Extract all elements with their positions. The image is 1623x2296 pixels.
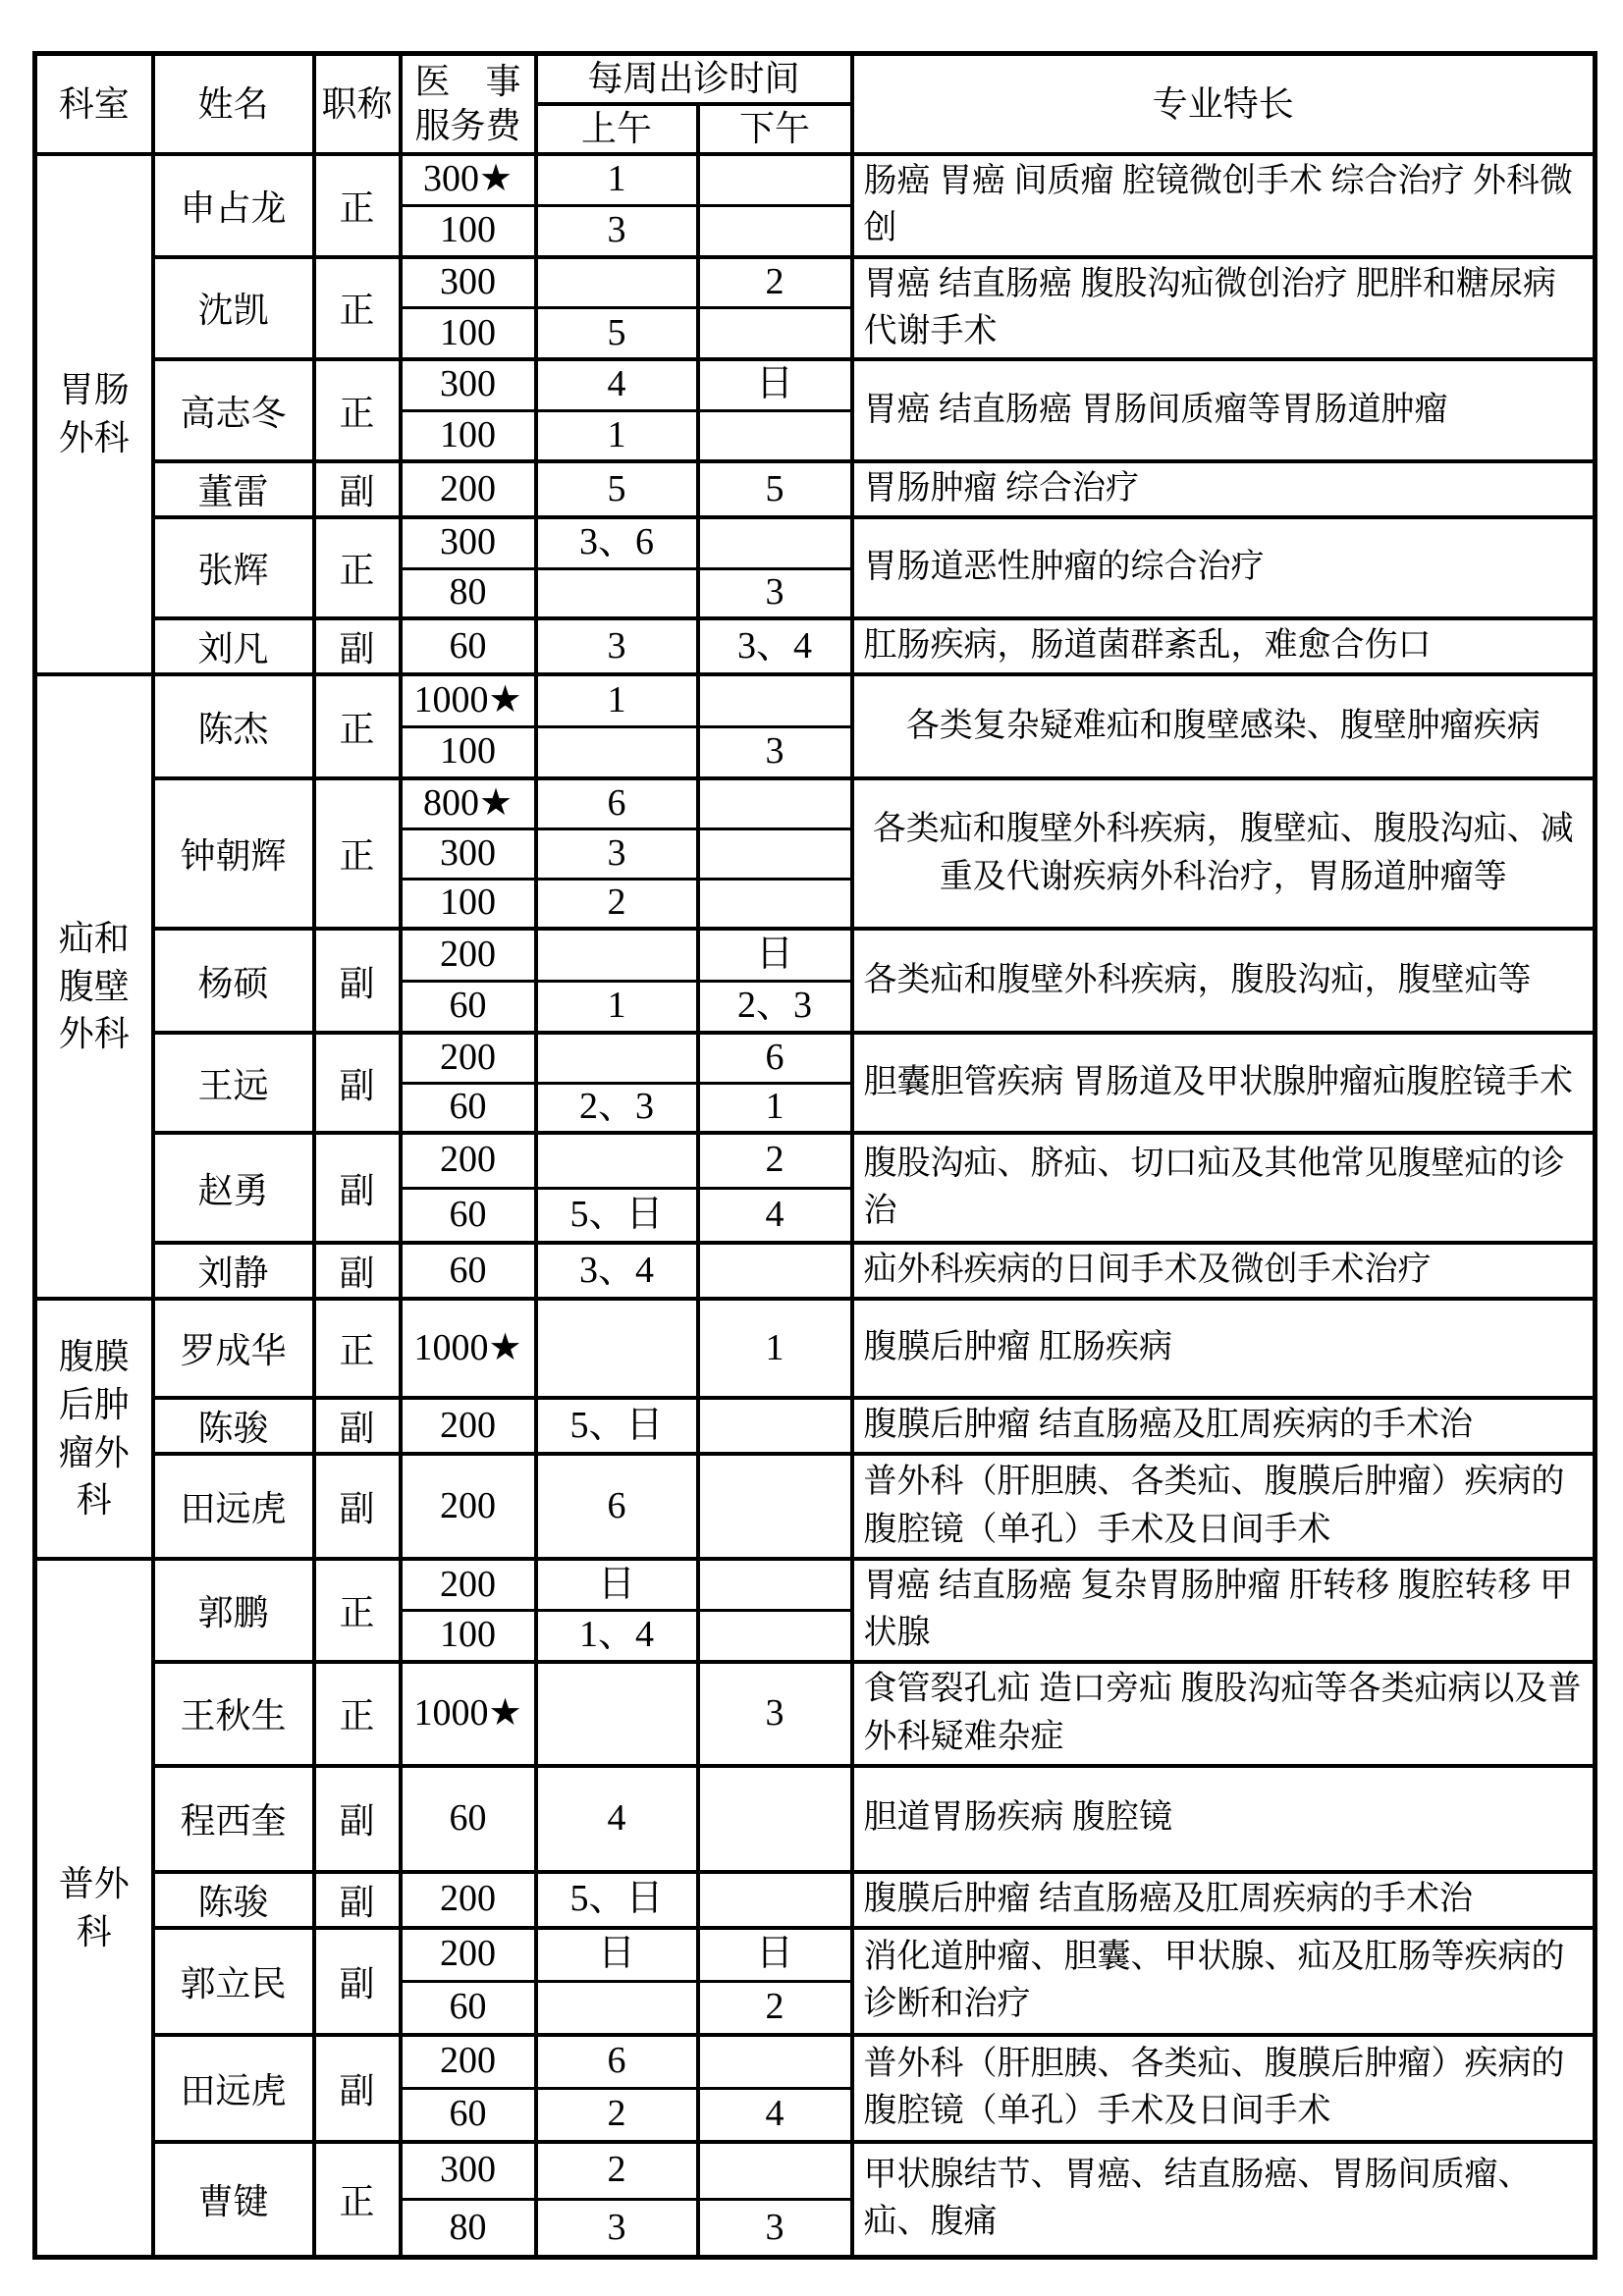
doctor-name-cell: 罗成华: [153, 1299, 314, 1398]
specialty-cell: 疝外科疾病的日间手术及微创手术治疗: [852, 1243, 1596, 1299]
doctor-title-cell: 正: [314, 154, 401, 257]
doctor-title-cell: 副: [314, 1872, 401, 1928]
column-header-afternoon: 下午: [698, 104, 852, 154]
doctor-title-cell: 正: [314, 1662, 401, 1766]
morning-schedule-cell: 2: [536, 2089, 698, 2142]
afternoon-schedule-cell: 2: [698, 257, 852, 308]
doctor-title-cell: 正: [314, 257, 401, 360]
specialty-cell: 肠癌 胃癌 间质瘤 腔镜微创手术 综合治疗 外科微创: [852, 154, 1596, 257]
afternoon-schedule-cell: 6: [698, 1033, 852, 1083]
morning-schedule-cell: [536, 1982, 698, 2035]
doctor-name-cell: 杨硕: [153, 929, 314, 1033]
column-header-schedule: 每周出诊时间: [536, 54, 852, 105]
service-fee-cell: 200: [401, 1559, 536, 1610]
service-fee-cell: 60: [401, 1083, 536, 1133]
specialty-cell: 消化道肿瘤、胆囊、甲状腺、疝及肛肠等疾病的诊断和治疗: [852, 1928, 1596, 2035]
department-cell: 胃肠 外科: [35, 154, 153, 674]
morning-schedule-cell: 1: [536, 410, 698, 461]
doctor-row: [35, 1033, 1596, 1083]
service-fee-cell: 300: [401, 359, 536, 410]
doctor-title-cell: 副: [314, 1766, 401, 1872]
morning-schedule-cell: 6: [536, 778, 698, 828]
afternoon-schedule-cell: [698, 205, 852, 256]
doctor-name-cell: 赵勇: [153, 1133, 314, 1243]
column-header-fee: 医 事 服务费: [401, 54, 536, 155]
morning-schedule-cell: 3: [536, 618, 698, 674]
afternoon-schedule-cell: [698, 517, 852, 568]
specialty-cell: 普外科（肝胆胰、各类疝、腹膜后肿瘤）疾病的腹腔镜（单孔）手术及日间手术: [852, 2035, 1596, 2142]
specialty-cell: 腹膜后肿瘤 结直肠癌及肛周疾病的手术治: [852, 1872, 1596, 1928]
doctor-row: [35, 778, 1596, 828]
doctor-title-cell: 副: [314, 929, 401, 1033]
doctor-row: [35, 1766, 1596, 1872]
specialty-cell: 各类疝和腹壁外科疾病，腹壁疝、腹股沟疝、减重及代谢疾病外科治疗，胃肠道肿瘤等: [852, 778, 1596, 929]
service-fee-cell: 200: [401, 461, 536, 517]
afternoon-schedule-cell: [698, 154, 852, 205]
doctor-title-cell: 副: [314, 1398, 401, 1454]
service-fee-cell: 200: [401, 1872, 536, 1928]
doctor-name-cell: 刘凡: [153, 618, 314, 674]
service-fee-cell: 60: [401, 1188, 536, 1243]
doctor-row: [35, 1243, 1596, 1299]
service-fee-cell: 60: [401, 2089, 536, 2142]
afternoon-schedule-cell: 3: [698, 568, 852, 618]
afternoon-schedule-cell: 日: [698, 929, 852, 981]
afternoon-schedule-cell: [698, 1454, 852, 1559]
service-fee-cell: 80: [401, 2200, 536, 2258]
service-fee-cell: 200: [401, 1454, 536, 1559]
afternoon-schedule-cell: 1: [698, 1299, 852, 1398]
morning-schedule-cell: 5: [536, 308, 698, 359]
morning-schedule-cell: 5: [536, 461, 698, 517]
afternoon-schedule-cell: [698, 1766, 852, 1872]
doctor-row: [35, 1559, 1596, 1610]
morning-schedule-cell: 1: [536, 981, 698, 1033]
specialty-cell: 腹股沟疝、脐疝、切口疝及其他常见腹壁疝的诊治: [852, 1133, 1596, 1243]
doctor-name-cell: 陈骏: [153, 1872, 314, 1928]
doctor-name-cell: 田远虎: [153, 2035, 314, 2142]
afternoon-schedule-cell: 3、4: [698, 618, 852, 674]
morning-schedule-cell: 4: [536, 1766, 698, 1872]
service-fee-cell: 200: [401, 2035, 536, 2089]
afternoon-schedule-cell: [698, 1243, 852, 1299]
afternoon-schedule-cell: [698, 2035, 852, 2089]
specialty-cell: 胃癌 结直肠癌 腹股沟疝微创治疗 肥胖和糖尿病代谢手术: [852, 257, 1596, 360]
afternoon-schedule-cell: [698, 674, 852, 726]
doctor-title-cell: 副: [314, 2035, 401, 2142]
doctor-row: [35, 517, 1596, 568]
morning-schedule-cell: 3、4: [536, 1243, 698, 1299]
specialty-cell: 胃癌 结直肠癌 复杂胃肠肿瘤 肝转移 腹腔转移 甲状腺: [852, 1559, 1596, 1662]
department-cell: 普外 科: [35, 1559, 153, 2258]
afternoon-schedule-cell: [698, 410, 852, 461]
afternoon-schedule-cell: 2: [698, 1982, 852, 2035]
morning-schedule-cell: 5、日: [536, 1398, 698, 1454]
morning-schedule-cell: 3: [536, 828, 698, 879]
morning-schedule-cell: 2、3: [536, 1083, 698, 1133]
doctor-row: [35, 1398, 1596, 1454]
afternoon-schedule-cell: [698, 1610, 852, 1661]
doctor-row: [35, 1872, 1596, 1928]
column-header-morning: 上午: [536, 104, 698, 154]
afternoon-schedule-cell: 1: [698, 1083, 852, 1133]
service-fee-cell: 100: [401, 879, 536, 929]
afternoon-schedule-cell: 3: [698, 726, 852, 778]
afternoon-schedule-cell: [698, 308, 852, 359]
doctor-name-cell: 曹键: [153, 2142, 314, 2258]
afternoon-schedule-cell: 2: [698, 1133, 852, 1188]
afternoon-schedule-cell: 日: [698, 359, 852, 410]
doctor-title-cell: 副: [314, 461, 401, 517]
doctor-row: [35, 1133, 1596, 1188]
afternoon-schedule-cell: [698, 778, 852, 828]
afternoon-schedule-cell: 4: [698, 2089, 852, 2142]
doctor-row: [35, 929, 1596, 981]
morning-schedule-cell: [536, 726, 698, 778]
doctor-name-cell: 田远虎: [153, 1454, 314, 1559]
morning-schedule-cell: [536, 929, 698, 981]
morning-schedule-cell: 3: [536, 205, 698, 256]
morning-schedule-cell: [536, 1133, 698, 1188]
morning-schedule-cell: 5、日: [536, 1188, 698, 1243]
service-fee-cell: 300: [401, 2142, 536, 2200]
afternoon-schedule-cell: [698, 2142, 852, 2200]
doctor-row: [35, 1454, 1596, 1559]
morning-schedule-cell: [536, 1299, 698, 1398]
doctor-row: [35, 1662, 1596, 1766]
specialty-cell: 胃癌 结直肠癌 胃肠间质瘤等胃肠道肿瘤: [852, 359, 1596, 461]
doctor-name-cell: 高志冬: [153, 359, 314, 461]
afternoon-schedule-cell: [698, 1398, 852, 1454]
afternoon-schedule-cell: 2、3: [698, 981, 852, 1033]
service-fee-cell: 1000★: [401, 1299, 536, 1398]
specialty-cell: 甲状腺结节、胃癌、结直肠癌、胃肠间质瘤、疝、腹痛: [852, 2142, 1596, 2258]
morning-schedule-cell: 1: [536, 154, 698, 205]
doctor-name-cell: 董雷: [153, 461, 314, 517]
service-fee-cell: 300: [401, 257, 536, 308]
doctor-schedule-table: [32, 51, 1597, 2260]
specialty-cell: 腹膜后肿瘤 结直肠癌及肛周疾病的手术治: [852, 1398, 1596, 1454]
department-cell: 腹膜 后肿 瘤外 科: [35, 1299, 153, 1559]
doctor-name-cell: 王远: [153, 1033, 314, 1133]
doctor-title-cell: 正: [314, 359, 401, 461]
doctor-title-cell: 正: [314, 778, 401, 929]
afternoon-schedule-cell: 3: [698, 1662, 852, 1766]
column-header-department: 科室: [35, 54, 153, 155]
doctor-title-cell: 正: [314, 1299, 401, 1398]
morning-schedule-cell: [536, 257, 698, 308]
morning-schedule-cell: 1、4: [536, 1610, 698, 1661]
morning-schedule-cell: 2: [536, 2142, 698, 2200]
doctor-title-cell: 副: [314, 1033, 401, 1133]
morning-schedule-cell: 日: [536, 1928, 698, 1982]
doctor-title-cell: 副: [314, 618, 401, 674]
specialty-cell: 食管裂孔疝 造口旁疝 腹股沟疝等各类疝病以及普外科疑难杂症: [852, 1662, 1596, 1766]
doctor-row: [35, 1928, 1596, 1982]
service-fee-cell: 200: [401, 1928, 536, 1982]
morning-schedule-cell: 2: [536, 879, 698, 929]
afternoon-schedule-cell: 3: [698, 2200, 852, 2258]
doctor-title-cell: 正: [314, 2142, 401, 2258]
service-fee-cell: 200: [401, 1133, 536, 1188]
morning-schedule-cell: 1: [536, 674, 698, 726]
service-fee-cell: 300: [401, 517, 536, 568]
doctor-title-cell: 正: [314, 674, 401, 778]
doctor-title-cell: 副: [314, 1454, 401, 1559]
doctor-row: [35, 154, 1596, 205]
specialty-cell: 腹膜后肿瘤 肛肠疾病: [852, 1299, 1596, 1398]
doctor-name-cell: 陈杰: [153, 674, 314, 778]
department-cell: 疝和 腹壁 外科: [35, 674, 153, 1299]
specialty-cell: 胃肠道恶性肿瘤的综合治疗: [852, 517, 1596, 618]
doctor-row: [35, 674, 1596, 726]
morning-schedule-cell: 5、日: [536, 1872, 698, 1928]
table-body: [35, 154, 1596, 2258]
specialty-cell: 普外科（肝胆胰、各类疝、腹膜后肿瘤）疾病的腹腔镜（单孔）手术及日间手术: [852, 1454, 1596, 1559]
doctor-row: [35, 1299, 1596, 1398]
service-fee-cell: 100: [401, 308, 536, 359]
service-fee-cell: 200: [401, 929, 536, 981]
service-fee-cell: 300★: [401, 154, 536, 205]
doctor-name-cell: 刘静: [153, 1243, 314, 1299]
afternoon-schedule-cell: 5: [698, 461, 852, 517]
specialty-cell: 胃肠肿瘤 综合治疗: [852, 461, 1596, 517]
morning-schedule-cell: [536, 1662, 698, 1766]
doctor-name-cell: 钟朝辉: [153, 778, 314, 929]
column-header-name: 姓名: [153, 54, 314, 155]
specialty-cell: 各类疝和腹壁外科疾病，腹股沟疝，腹壁疝等: [852, 929, 1596, 1033]
service-fee-cell: 100: [401, 726, 536, 778]
specialty-cell: 胆囊胆管疾病 胃肠道及甲状腺肿瘤疝腹腔镜手术: [852, 1033, 1596, 1133]
morning-schedule-cell: 日: [536, 1559, 698, 1610]
service-fee-cell: 300: [401, 828, 536, 879]
morning-schedule-cell: 3、6: [536, 517, 698, 568]
service-fee-cell: 1000★: [401, 1662, 536, 1766]
doctor-row: [35, 359, 1596, 410]
doctor-name-cell: 沈凯: [153, 257, 314, 360]
morning-schedule-cell: [536, 1033, 698, 1083]
doctor-row: [35, 461, 1596, 517]
service-fee-cell: 1000★: [401, 674, 536, 726]
service-fee-cell: 60: [401, 1243, 536, 1299]
doctor-title-cell: 副: [314, 1928, 401, 2035]
service-fee-cell: 100: [401, 205, 536, 256]
doctor-row: [35, 2035, 1596, 2089]
morning-schedule-cell: 6: [536, 2035, 698, 2089]
afternoon-schedule-cell: 日: [698, 1928, 852, 1982]
doctor-name-cell: 申占龙: [153, 154, 314, 257]
specialty-cell: 胆道胃肠疾病 腹腔镜: [852, 1766, 1596, 1872]
doctor-title-cell: 副: [314, 1243, 401, 1299]
afternoon-schedule-cell: [698, 828, 852, 879]
doctor-title-cell: 正: [314, 1559, 401, 1662]
service-fee-cell: 60: [401, 618, 536, 674]
morning-schedule-cell: 3: [536, 2200, 698, 2258]
afternoon-schedule-cell: 4: [698, 1188, 852, 1243]
doctor-name-cell: 郭立民: [153, 1928, 314, 2035]
morning-schedule-cell: 6: [536, 1454, 698, 1559]
doctor-name-cell: 程西奎: [153, 1766, 314, 1872]
afternoon-schedule-cell: [698, 1559, 852, 1610]
morning-schedule-cell: [536, 568, 698, 618]
column-header-title: 职称: [314, 54, 401, 155]
afternoon-schedule-cell: [698, 1872, 852, 1928]
service-fee-cell: 200: [401, 1398, 536, 1454]
header-row-top: [35, 54, 1596, 105]
specialty-cell: 各类复杂疑难疝和腹壁感染、腹壁肿瘤疾病: [852, 674, 1596, 778]
doctor-row: [35, 618, 1596, 674]
service-fee-cell: 60: [401, 1982, 536, 2035]
doctor-name-cell: 张辉: [153, 517, 314, 618]
service-fee-cell: 200: [401, 1033, 536, 1083]
service-fee-cell: 60: [401, 1766, 536, 1872]
doctor-title-cell: 副: [314, 1133, 401, 1243]
doctor-row: [35, 257, 1596, 308]
service-fee-cell: 60: [401, 981, 536, 1033]
doctor-title-cell: 正: [314, 517, 401, 618]
column-header-specialty: 专业特长: [852, 54, 1596, 155]
doctor-name-cell: 王秋生: [153, 1662, 314, 1766]
afternoon-schedule-cell: [698, 879, 852, 929]
doctor-name-cell: 郭鹏: [153, 1559, 314, 1662]
service-fee-cell: 100: [401, 1610, 536, 1661]
morning-schedule-cell: 4: [536, 359, 698, 410]
service-fee-cell: 80: [401, 568, 536, 618]
doctor-name-cell: 陈骏: [153, 1398, 314, 1454]
doctor-row: [35, 2142, 1596, 2200]
specialty-cell: 肛肠疾病，肠道菌群紊乱，难愈合伤口: [852, 618, 1596, 674]
service-fee-cell: 100: [401, 410, 536, 461]
service-fee-cell: 800★: [401, 778, 536, 828]
